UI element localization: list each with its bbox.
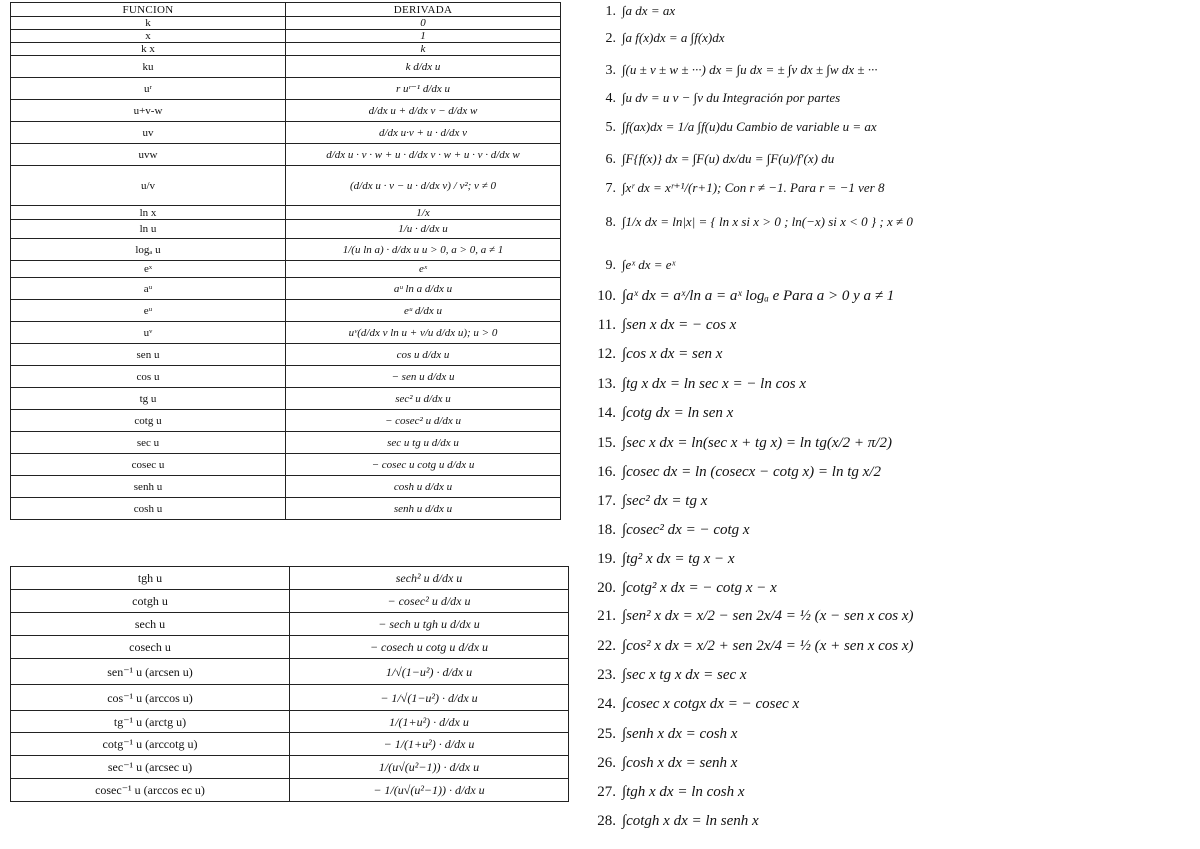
table-row [11, 122, 561, 144]
table-row [11, 659, 569, 685]
integral-formula [572, 522, 1192, 539]
function-cell: cotg u [11, 410, 286, 432]
formula-number: 1. [605, 4, 616, 19]
formula-number: 24. [597, 696, 616, 712]
function-cell: cos u [11, 366, 286, 388]
formula-text: ∫sen x dx = − cos x [622, 317, 737, 333]
formula-text: ∫F{f(x)} dx = ∫F(u) dx/du = ∫F(u)/f′(x) du [622, 151, 835, 166]
derivative-cell: − cosec u cotg u d/dx u [286, 454, 561, 476]
formula-number: 20. [597, 580, 616, 596]
integral-formula [572, 784, 1192, 801]
function-cell: sec⁻¹ u (arcsec u) [11, 756, 290, 779]
derivatives-table [10, 2, 561, 520]
derivative-cell: − sech u tgh u d/dx u [290, 613, 569, 636]
formula-text: ∫f(ax)dx = 1/a ∫f(u)du Cambio de variable u = ax [622, 119, 877, 134]
integral-formula [572, 405, 1192, 422]
function-cell: cosech u [11, 636, 290, 659]
function-cell: cotgh u [11, 590, 290, 613]
table-row [11, 144, 561, 166]
header-funcion: FUNCION [11, 3, 286, 17]
formula-number: 9. [605, 258, 616, 273]
formula-number: 7. [605, 181, 616, 196]
table-row [11, 779, 569, 802]
function-cell: uvw [11, 144, 286, 166]
integral-formula [572, 435, 1192, 452]
function-cell: eᵘ [11, 300, 286, 322]
derivative-cell: (d/dx u · v − u · d/dx v) / v²; v ≠ 0 [286, 166, 561, 206]
derivative-cell: − cosech u cotg u d/dx u [290, 636, 569, 659]
formula-text: ∫tgh x dx = ln cosh x [622, 784, 745, 800]
table-row [11, 56, 561, 78]
formula-number: 14. [597, 405, 616, 421]
derivative-cell: − cosec² u d/dx u [290, 590, 569, 613]
formula-number: 6. [605, 152, 616, 167]
formula-number: 26. [597, 755, 616, 771]
table-row [11, 300, 561, 322]
formula-text: ∫cotgh x dx = ln senh x [622, 813, 759, 829]
derivative-cell: 1/x [286, 206, 561, 220]
derivative-cell: 1/(u ln a) · d/dx u u > 0, a > 0, a ≠ 1 [286, 239, 561, 261]
function-cell: cosh u [11, 498, 286, 520]
function-cell: tg⁻¹ u (arctg u) [11, 711, 290, 733]
function-cell: sen⁻¹ u (arcsen u) [11, 659, 290, 685]
function-cell: k [11, 17, 286, 30]
derivative-cell: uᵛ(d/dx v ln u + v/u d/dx u); u > 0 [286, 322, 561, 344]
formula-text: ∫cos x dx = sen x [622, 346, 723, 362]
formula-text: ∫sen² x dx = x/2 − sen 2x/4 = ½ (x − sen x cos x) [622, 608, 914, 624]
integral-formula [572, 346, 1192, 363]
derivative-cell: − 1/√(1−u²) · d/dx u [290, 685, 569, 711]
integral-formula [572, 62, 1192, 79]
table-row [11, 43, 561, 56]
integral-formula [572, 288, 1192, 305]
formula-number: 21. [597, 608, 616, 624]
derivative-cell: cosh u d/dx u [286, 476, 561, 498]
derivative-cell: 1 [286, 30, 561, 43]
formula-text: ∫a dx = ax [622, 3, 676, 18]
table-row [11, 498, 561, 520]
table-row [11, 78, 561, 100]
integral-formula [572, 580, 1192, 597]
formula-number: 12. [597, 346, 616, 362]
derivative-cell: sech² u d/dx u [290, 567, 569, 590]
integral-formula [572, 726, 1192, 743]
derivative-cell: sec² u d/dx u [286, 388, 561, 410]
derivative-cell: 1/√(1−u²) · d/dx u [290, 659, 569, 685]
integral-formula [572, 257, 1192, 274]
function-cell: tgh u [11, 567, 290, 590]
formula-text: ∫cotg dx = ln sen x [622, 405, 734, 421]
formula-number: 16. [597, 464, 616, 480]
table-header-row [11, 3, 561, 17]
integral-formula [572, 317, 1192, 334]
table-row [11, 206, 561, 220]
function-cell: k x [11, 43, 286, 56]
function-cell: sec u [11, 432, 286, 454]
derivative-cell: k [286, 43, 561, 56]
formula-text: ∫cosh x dx = senh x [622, 755, 738, 771]
integral-formula [572, 90, 1192, 107]
integral-formula [572, 214, 1192, 231]
derivatives-table-continued [10, 566, 569, 802]
formula-number: 22. [597, 638, 616, 654]
function-cell: ku [11, 56, 286, 78]
formula-text: ∫cos² x dx = x/2 + sen 2x/4 = ½ (x + sen x cos x) [622, 638, 914, 654]
function-cell: eˣ [11, 261, 286, 278]
table-row [11, 366, 561, 388]
formula-text: ∫(u ± v ± w ± ···) dx = ∫u dx = ± ∫v dx ± ∫w dx ± ··· [622, 62, 878, 77]
table-row [11, 344, 561, 366]
integral-formula [572, 151, 1192, 168]
formula-number: 18. [597, 522, 616, 538]
table-row [11, 432, 561, 454]
function-cell: ln u [11, 220, 286, 239]
derivative-cell: 1/(1+u²) · d/dx u [290, 711, 569, 733]
header-derivada: DERIVADA [286, 3, 561, 17]
formula-number: 2. [605, 31, 616, 46]
table-row [11, 590, 569, 613]
integral-formula [572, 667, 1192, 684]
integral-formula [572, 119, 1192, 136]
function-cell: tg u [11, 388, 286, 410]
formula-text: ∫tg x dx = ln sec x = − ln cos x [622, 376, 807, 392]
table-row [11, 476, 561, 498]
derivative-cell: aᵘ ln a d/dx u [286, 278, 561, 300]
formula-number: 8. [605, 215, 616, 230]
formula-number: 17. [597, 493, 616, 509]
table-row [11, 613, 569, 636]
function-cell: uʳ [11, 78, 286, 100]
table-row [11, 733, 569, 756]
formula-text: ∫sec x dx = ln(sec x + tg x) = ln tg(x/2 + π/2) [622, 435, 892, 451]
function-cell: x [11, 30, 286, 43]
function-cell: cosec⁻¹ u (arccos ec u) [11, 779, 290, 802]
formula-number: 19. [597, 551, 616, 567]
formula-number: 10. [597, 288, 616, 304]
function-cell: aᵘ [11, 278, 286, 300]
table-row [11, 30, 561, 43]
integral-formula [572, 3, 1192, 20]
function-cell: senh u [11, 476, 286, 498]
function-cell: cosec u [11, 454, 286, 476]
integral-formula [572, 551, 1192, 568]
formula-text: ∫eˣ dx = eˣ [622, 257, 676, 272]
integrals-list [572, 0, 1192, 849]
derivative-cell: − sen u d/dx u [286, 366, 561, 388]
derivative-cell: d/dx u · v · w + u · d/dx v · w + u · v · d/dx w [286, 144, 561, 166]
table-row [11, 166, 561, 206]
derivative-cell: cos u d/dx u [286, 344, 561, 366]
formula-text: ∫a f(x)dx = a ∫f(x)dx [622, 30, 725, 45]
formula-number: 11. [597, 317, 616, 333]
table-row [11, 685, 569, 711]
integral-formula [572, 638, 1192, 655]
table-row [11, 239, 561, 261]
formula-text: ∫cotg² x dx = − cotg x − x [622, 580, 777, 596]
function-cell: ln x [11, 206, 286, 220]
table-row [11, 454, 561, 476]
function-cell: uᵛ [11, 322, 286, 344]
table-row [11, 567, 569, 590]
function-cell: logₐ u [11, 239, 286, 261]
table-row [11, 711, 569, 733]
derivative-cell: d/dx u + d/dx v − d/dx w [286, 100, 561, 122]
function-cell: cotg⁻¹ u (arccotg u) [11, 733, 290, 756]
table-row [11, 278, 561, 300]
formula-text: ∫tg² x dx = tg x − x [622, 551, 735, 567]
derivative-cell: − cosec² u d/dx u [286, 410, 561, 432]
derivative-cell: eᵘ d/dx u [286, 300, 561, 322]
function-cell: sech u [11, 613, 290, 636]
formula-number: 27. [597, 784, 616, 800]
integral-formula [572, 696, 1192, 713]
formula-text: ∫cosec² dx = − cotg x [622, 522, 750, 538]
integral-formula [572, 464, 1192, 481]
table-row [11, 261, 561, 278]
integral-formula [572, 180, 1192, 197]
table-row [11, 756, 569, 779]
formula-text: ∫sec² dx = tg x [622, 493, 708, 509]
derivative-cell: 1/(u√(u²−1)) · d/dx u [290, 756, 569, 779]
table-row [11, 410, 561, 432]
formula-number: 28. [597, 813, 616, 829]
derivative-cell: 1/u · d/dx u [286, 220, 561, 239]
table-row [11, 322, 561, 344]
function-cell: u+v-w [11, 100, 286, 122]
formula-text: ∫cosec dx = ln (cosecx − cotg x) = ln tg x/2 [622, 464, 881, 480]
derivative-cell: 0 [286, 17, 561, 30]
derivative-cell: senh u d/dx u [286, 498, 561, 520]
formula-number: 13. [597, 376, 616, 392]
integral-formula [572, 813, 1192, 830]
derivative-cell: eˣ [286, 261, 561, 278]
function-cell: u/v [11, 166, 286, 206]
formula-number: 15. [597, 435, 616, 451]
formula-text: ∫cosec x cotgx dx = − cosec x [622, 696, 800, 712]
derivative-cell: k d/dx u [286, 56, 561, 78]
table-row [11, 220, 561, 239]
integral-formula [572, 755, 1192, 772]
formula-number: 23. [597, 667, 616, 683]
formula-text: ∫xʳ dx = xʳ⁺¹/(r+1); Con r ≠ −1. Para r = −1 ver 8 [622, 180, 885, 195]
formula-number: 3. [605, 63, 616, 78]
derivative-cell: d/dx u·v + u · d/dx v [286, 122, 561, 144]
derivative-cell: − 1/(1+u²) · d/dx u [290, 733, 569, 756]
function-cell: sen u [11, 344, 286, 366]
integral-formula [572, 376, 1192, 393]
integral-formula [572, 30, 1192, 47]
table-row [11, 100, 561, 122]
formula-text: ∫1/x dx = ln|x| = { ln x si x > 0 ; ln(−x) si x < 0 } ; x ≠ 0 [622, 214, 913, 229]
derivative-cell: sec u tg u d/dx u [286, 432, 561, 454]
derivative-cell: − 1/(u√(u²−1)) · d/dx u [290, 779, 569, 802]
formula-number: 4. [605, 91, 616, 106]
integral-formula [572, 608, 1192, 625]
table-row [11, 17, 561, 30]
formula-text: ∫aˣ dx = aˣ/ln a = aˣ logₐ e Para a > 0 y a ≠ 1 [622, 288, 895, 304]
derivative-cell: r uʳ⁻¹ d/dx u [286, 78, 561, 100]
formula-number: 5. [605, 120, 616, 135]
function-cell: uv [11, 122, 286, 144]
function-cell: cos⁻¹ u (arccos u) [11, 685, 290, 711]
formula-text: ∫senh x dx = cosh x [622, 726, 738, 742]
table-row [11, 388, 561, 410]
integral-formula [572, 493, 1192, 510]
formula-text: ∫sec x tg x dx = sec x [622, 667, 747, 683]
formula-number: 25. [597, 726, 616, 742]
table-row [11, 636, 569, 659]
formula-text: ∫u dv = u v − ∫v du Integración por partes [622, 90, 841, 105]
